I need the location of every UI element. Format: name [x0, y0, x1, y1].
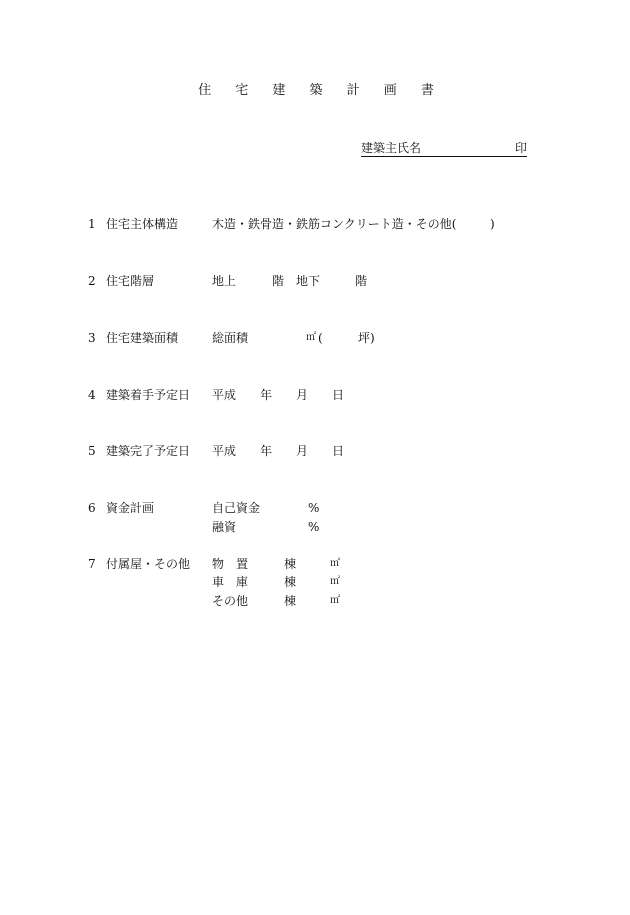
owner-name-field[interactable]	[361, 141, 527, 157]
floors-above-unit: 階	[272, 274, 285, 288]
start-era: 平成	[212, 388, 237, 402]
own-funds-label: 自己資金	[212, 501, 261, 515]
own-funds-percent: %	[308, 501, 320, 515]
garage-label: 車 庫	[212, 575, 249, 589]
item-5-number: 5	[88, 444, 96, 458]
item-6-number: 6	[88, 501, 96, 515]
loan-label: 融資	[212, 520, 237, 534]
end-month: 月	[296, 444, 309, 458]
storage-count-unit: 棟	[284, 557, 297, 571]
tsubo-unit: 坪)	[358, 331, 375, 345]
other-building-area-unit: ㎡	[330, 595, 340, 606]
storage-label: 物 置	[212, 557, 249, 571]
item-3-number: 3	[88, 331, 96, 345]
floors-below-unit: 階	[355, 274, 368, 288]
start-year: 年	[260, 388, 273, 402]
item-5-label: 建築完了予定日	[106, 444, 191, 458]
item-3-label: 住宅建築面積	[106, 331, 179, 345]
other-building-label: その他	[212, 594, 249, 608]
floors-above-label: 地上	[212, 274, 237, 288]
area-unit: ㎡	[306, 332, 316, 343]
floors-below-label: 地下	[296, 274, 321, 288]
start-month: 月	[296, 388, 309, 402]
item-1-number: 1	[88, 217, 96, 231]
page-title: 住 宅 建 築 計 画 書	[198, 83, 444, 98]
total-area-label: 総面積	[212, 331, 249, 345]
end-year: 年	[260, 444, 273, 458]
garage-count-unit: 棟	[284, 575, 297, 589]
seal-mark: 印	[514, 141, 527, 155]
garage-area-unit: ㎡	[330, 576, 340, 587]
other-building-count-unit: 棟	[284, 594, 297, 608]
start-day: 日	[332, 388, 345, 402]
item-7-number: 7	[88, 557, 96, 571]
loan-percent: %	[308, 520, 320, 534]
item-4-label: 建築着手予定日	[106, 388, 191, 402]
end-era: 平成	[212, 444, 237, 458]
end-day: 日	[332, 444, 345, 458]
item-1-label: 住宅主体構造	[106, 217, 179, 231]
item-4-number: 4	[88, 388, 96, 402]
item-2-label: 住宅階層	[106, 274, 155, 288]
item-6-label: 資金計画	[106, 501, 155, 515]
storage-area-unit: ㎡	[330, 558, 340, 569]
area-paren-open: (	[318, 331, 323, 345]
owner-name-label: 建築主氏名	[361, 141, 422, 155]
item-2-number: 2	[88, 274, 96, 288]
item-7-label: 付属屋・その他	[106, 557, 191, 571]
structure-options: 木造・鉄骨造・鉄筋コンクリート造・その他(	[212, 217, 457, 231]
structure-other-close: )	[490, 217, 495, 231]
